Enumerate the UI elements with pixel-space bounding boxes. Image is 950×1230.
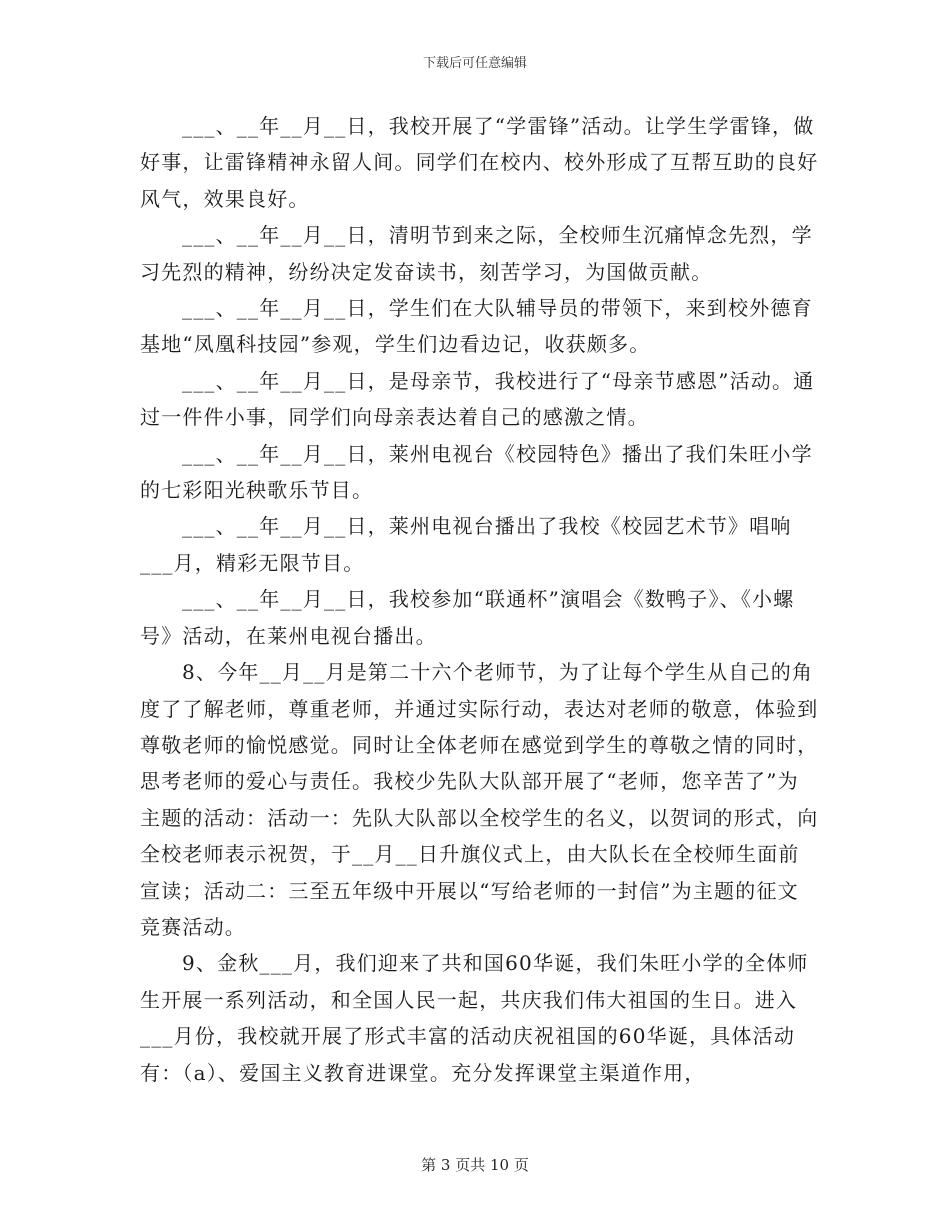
- document-body: [140, 108, 820, 1091]
- page-number: 第 3 页共 10 页: [421, 1156, 529, 1174]
- paragraph: ___、__年__月__日，我校参加“联通杯”演唱会《数鸭子》、《小螺号》活动，在莱州电视台播出。: [140, 587, 795, 648]
- page-header: 下载后可任意编辑: [422, 56, 527, 71]
- paragraph: ___、__年__月__日，学生们在大队辅导员的带领下，来到校外德育基地“凤凰科技园”参观，学生们边看边记，收获颇多。: [140, 296, 813, 357]
- paragraph: ___、__年__月__日，清明节到来之际，全校师生沉痛悼念先烈，学习先烈的精神，纷纷决定发奋读书，刻苦学习，为国做贡献。: [140, 223, 813, 284]
- paragraph: 8、今年__月__月是第二十六个老师节，为了让每个学生从自己的角度了了解老师，尊重老师，并通过实际行动，表达对老师的敬意，体验到尊敬老师的愉悦感觉。同时让全体老师在感觉到学生的尊敬之情的同时，思考老师的爱心与责任。我校少先队大队部开展了“老师，您辛苦了”为主题的活动：活动一：先队大队部以全校学生的名义，以贺词的形式，向全校老师表示祝贺，于__月__日升旗仪式上，由大队长在全校师生面前宣读；活动二：三至五年级中开展以“写给老师的一封信”为主题的征文竞赛活动。: [140, 660, 819, 939]
- paragraph: ___、__年__月__日，莱州电视台播出了我校《校园艺术节》唱响___月，精彩无限节目。: [140, 514, 792, 575]
- paragraph: ___、__年__月__日，是母亲节，我校进行了“母亲节感恩”活动。通过一件件小事，同学们向母亲表达着自己的感激之情。: [140, 368, 815, 430]
- paragraph: 9、金秋___月，我们迎来了共和国60华诞，我们朱旺小学的全体师生开展一系列活动，和全国人民一起，共庆我们伟大祖国的生日。进入___月份，我校就开展了形式丰富的活动庆祝祖国的60华诞，具体活动有：（a）、爱国主义教育进课堂。充分发挥课堂主渠道作用，: [140, 951, 809, 1085]
- paragraph: ___、__年__月__日，莱州电视台《校园特色》播出了我们朱旺小学的七彩阳光秧歌乐节目。: [140, 441, 813, 503]
- paragraph: ___、__年__月__日，我校开展了“学雷锋”活动。让学生学雷锋，做好事，让雷锋精神永留人间。同学们在校内、校外形成了互帮互助的良好风气，效果良好。: [140, 114, 819, 211]
